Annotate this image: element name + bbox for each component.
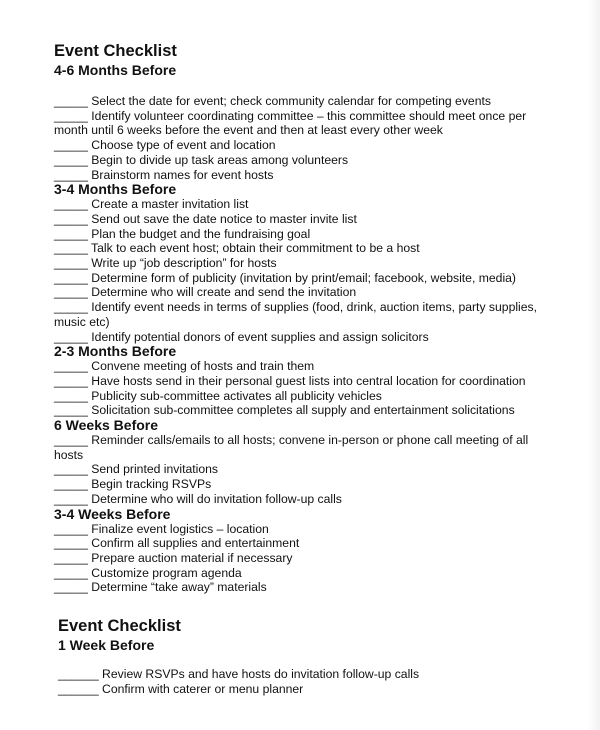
- item-text: Select the date for event; check community calendar for competing events: [87, 94, 491, 108]
- checkbox-blank[interactable]: _____: [54, 550, 88, 565]
- checklist-item: [54, 580, 554, 595]
- page-edge-shadow: [588, 0, 600, 730]
- checklist-item: [54, 462, 554, 477]
- section-heading-1-week: 1 Week Before: [58, 637, 155, 653]
- item-text: Confirm with caterer or menu planner: [98, 681, 304, 696]
- checklist-item: [54, 477, 554, 492]
- checklist-item: [54, 300, 554, 329]
- checklist-page-2: [58, 616, 558, 696]
- item-text: Prepare auction material if necessary: [87, 550, 293, 565]
- checklist-page-1: [54, 41, 554, 595]
- checklist-item: [58, 667, 558, 682]
- item-text: Determine who will do invitation follow-up calls: [87, 491, 342, 506]
- checklist-item: [54, 168, 554, 183]
- checklist-item: [54, 212, 554, 227]
- item-text: Convene meeting of hosts and train them: [87, 359, 315, 374]
- checkbox-blank[interactable]: _____: [54, 256, 88, 271]
- section-heading-6-weeks: 6 Weeks Before: [54, 417, 159, 434]
- item-text: Confirm all supplies and entertainment: [87, 536, 300, 551]
- checklist-item: [54, 403, 554, 418]
- item-text: Begin tracking RSVPs: [87, 477, 212, 492]
- checkbox-blank[interactable]: _____: [54, 521, 88, 536]
- checkbox-blank[interactable]: _____: [54, 491, 88, 506]
- item-text: Begin to divide up task areas among volunteers: [87, 152, 349, 167]
- checklist-item: [54, 374, 554, 389]
- checklist-item: [54, 271, 554, 286]
- spacer: [58, 654, 558, 667]
- checklist-item: [54, 536, 554, 551]
- checkbox-blank[interactable]: _____: [54, 197, 88, 212]
- item-text: Identify potential donors of event supplies and assign solicitors: [87, 329, 429, 344]
- checklist-item: [54, 94, 554, 109]
- checklist-item: [54, 359, 554, 374]
- section-heading-2-3-months: 2-3 Months Before: [54, 343, 177, 360]
- checkbox-blank[interactable]: _____: [54, 462, 88, 477]
- checkbox-blank[interactable]: _____: [54, 226, 88, 241]
- item-text: Send printed invitations: [87, 462, 218, 477]
- checkbox-blank[interactable]: _____: [54, 270, 88, 285]
- checkbox-blank[interactable]: _____: [54, 329, 88, 344]
- section-heading-3-4-months: 3-4 Months Before: [54, 181, 177, 198]
- item-text: Have hosts send in their personal guest lists into central location for coordination: [87, 373, 526, 388]
- checkbox-blank[interactable]: _____: [54, 580, 88, 595]
- checkbox-blank[interactable]: _____: [54, 94, 88, 108]
- item-text: Identify volunteer coordinating committee – this committee should meet once per month until 6 weeks before the event and then at least every other week: [54, 108, 527, 138]
- checklist-item: [54, 241, 554, 256]
- checkbox-blank[interactable]: _____: [54, 433, 88, 448]
- checklist-item: [54, 566, 554, 581]
- checkbox-blank[interactable]: _____: [54, 536, 88, 551]
- checkbox-blank[interactable]: _____: [54, 241, 88, 256]
- checklist-item: [54, 433, 554, 462]
- checkbox-blank[interactable]: _____: [54, 167, 88, 182]
- checklist-item: [54, 197, 554, 212]
- item-text: Review RSVPs and have hosts do invitation follow-up calls: [98, 667, 420, 681]
- checkbox-blank[interactable]: ______: [58, 681, 99, 696]
- item-text: Determine form of publicity (invitation by print/email; facebook, website, media): [87, 270, 516, 285]
- item-text: Finalize event logistics – location: [87, 521, 269, 536]
- item-text: Identify event needs in terms of supplies (food, drink, auction items, party supplies, music etc): [54, 300, 538, 329]
- checkbox-blank[interactable]: _____: [54, 152, 88, 167]
- item-text: Determine “take away” materials: [87, 580, 267, 595]
- checklist-item: [54, 389, 554, 404]
- item-text: Brainstorm names for event hosts: [87, 167, 274, 182]
- checkbox-blank[interactable]: _____: [54, 285, 88, 300]
- checkbox-blank[interactable]: _____: [54, 211, 88, 226]
- section-heading-3-4-weeks: 3-4 Weeks Before: [54, 505, 171, 522]
- item-text: Reminder calls/emails to all hosts; convene in-person or phone call meeting of all hosts: [54, 433, 529, 462]
- checkbox-blank[interactable]: ______: [58, 667, 99, 681]
- checkbox-blank[interactable]: _____: [54, 477, 88, 492]
- checklist-item: [54, 138, 554, 153]
- checklist-item: [54, 285, 554, 300]
- checkbox-blank[interactable]: _____: [54, 300, 88, 315]
- checkbox-blank[interactable]: _____: [54, 138, 88, 153]
- spacer: [54, 79, 554, 94]
- item-text: Choose type of event and location: [87, 138, 276, 153]
- checkbox-blank[interactable]: _____: [54, 359, 88, 374]
- checklist-item: [54, 153, 554, 168]
- item-text: Solicitation sub-committee completes all supply and entertainment solicitations: [87, 403, 515, 418]
- section-heading-4-6-months: 4-6 Months Before: [54, 62, 177, 78]
- item-text: Customize program agenda: [87, 565, 242, 580]
- checkbox-blank[interactable]: _____: [54, 388, 88, 403]
- item-text: Write up “job description” for hosts: [87, 256, 277, 271]
- item-text: Determine who will create and send the invitation: [87, 285, 357, 300]
- checklist-item: [54, 227, 554, 242]
- checklist-item: [54, 109, 554, 138]
- item-text: Talk to each event host; obtain their commitment to be a host: [87, 241, 420, 256]
- checkbox-blank[interactable]: _____: [54, 565, 88, 580]
- item-text: Send out save the date notice to master invite list: [87, 211, 357, 226]
- item-text: Create a master invitation list: [87, 197, 249, 212]
- checkbox-blank[interactable]: _____: [54, 373, 88, 388]
- checklist-item: [54, 522, 554, 537]
- page-title: Event Checklist: [54, 42, 177, 60]
- checklist-item: [54, 330, 554, 345]
- checklist-item: [54, 256, 554, 271]
- checkbox-blank[interactable]: _____: [54, 108, 88, 123]
- checklist-item: [54, 492, 554, 507]
- item-text: Publicity sub-committee activates all publicity vehicles: [87, 388, 382, 403]
- item-text: Plan the budget and the fundraising goal: [87, 226, 311, 241]
- page-title: Event Checklist: [58, 617, 181, 635]
- checkbox-blank[interactable]: _____: [54, 403, 88, 418]
- checklist-item: [58, 682, 558, 697]
- checklist-item: [54, 551, 554, 566]
